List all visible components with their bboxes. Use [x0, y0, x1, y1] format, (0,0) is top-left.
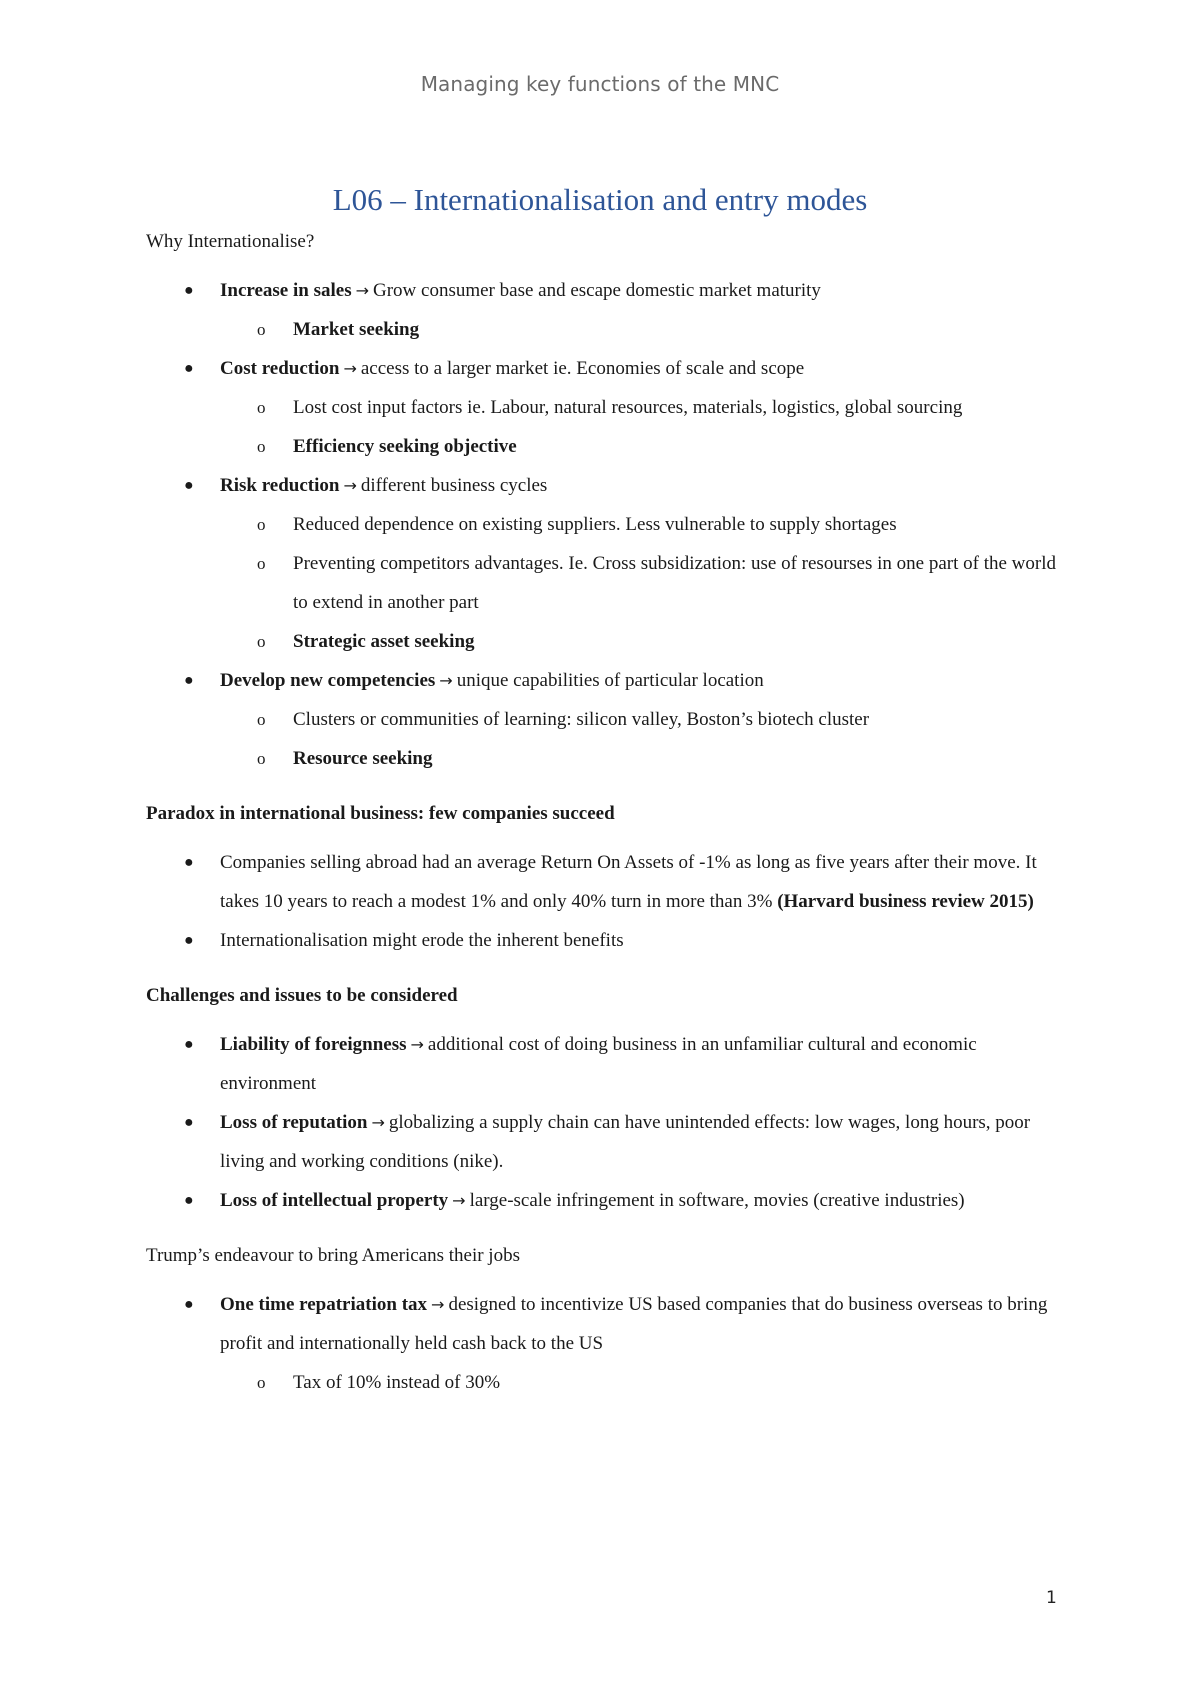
list-item — [146, 1285, 1066, 1363]
item-bold-label: Increase in sales — [220, 280, 352, 301]
sub-item-text: Lost cost input factors ie. Labour, natural resources, materials, logistics, global sourcing — [293, 397, 963, 418]
sub-list-item — [146, 700, 1066, 739]
sub-bullet-icon: o — [257, 710, 266, 729]
sub-list-item — [146, 1363, 1066, 1402]
sub-bullet-icon: o — [257, 1373, 266, 1392]
bullet-icon: ● — [184, 1192, 194, 1209]
bullet-icon: ● — [184, 282, 194, 299]
item-text: globalizing a supply chain can have unintended effects: low wages, long hours, poor living and working conditions (nike). — [220, 1112, 1031, 1172]
arrow-icon: → — [343, 359, 357, 378]
paradox-list — [146, 843, 1066, 960]
sub-list-item — [146, 739, 1066, 778]
item-text: access to a larger market ie. Economies of scale and scope — [360, 358, 805, 379]
item-text: unique capabilities of particular location — [456, 670, 764, 691]
arrow-icon: → — [410, 1035, 424, 1054]
list-item — [146, 1181, 1066, 1220]
bullet-icon: ● — [184, 477, 194, 494]
sub-list-item — [146, 544, 1066, 622]
page-number: 1 — [1046, 1588, 1057, 1608]
item-text: Companies selling abroad had an average Return On Assets of -1% as long as five years after their move. It takes 10 years to reach a modest 1% and only 40% turn in more than 3% — [220, 852, 1037, 912]
item-bold-label: Liability of foreignness — [220, 1034, 407, 1055]
bullet-icon: ● — [184, 672, 194, 689]
section-heading-paradox: Paradox in international business: few companies succeed — [146, 803, 615, 824]
sub-item-text: Resource seeking — [293, 748, 433, 769]
item-text: designed to incentivize US based companies that do business overseas to bring profit and internationally held cash back to the US — [220, 1294, 1048, 1354]
arrow-icon: → — [439, 671, 453, 690]
bullet-icon: ● — [184, 932, 194, 949]
arrow-icon: → — [371, 1113, 385, 1132]
sub-bullet-icon: o — [257, 398, 266, 417]
item-bold-label: Loss of reputation — [220, 1112, 368, 1133]
item-bold-label: Cost reduction — [220, 358, 340, 379]
sub-item-text: Strategic asset seeking — [293, 631, 475, 652]
list-item — [146, 271, 1066, 310]
sub-item-text: Market seeking — [293, 319, 420, 340]
sub-item-text: Preventing competitors advantages. Ie. Cross subsidization: use of resourses in one part of the world to extend in another part — [293, 553, 1056, 613]
sub-item-text: Reduced dependence on existing suppliers. Less vulnerable to supply shortages — [293, 514, 897, 535]
why-list — [146, 271, 1066, 778]
sub-bullet-icon: o — [257, 515, 266, 534]
section-heading-why: Why Internationalise? — [146, 231, 315, 252]
item-text: large-scale infringement in software, movies (creative industries) — [469, 1190, 965, 1211]
list-item — [146, 349, 1066, 388]
item-source: (Harvard business review 2015) — [777, 891, 1034, 912]
sub-item-text: Efficiency seeking objective — [293, 436, 517, 457]
document-title: L06 – Internationalisation and entry modes — [332, 182, 868, 217]
arrow-icon: → — [431, 1295, 445, 1314]
sub-bullet-icon: o — [257, 554, 266, 573]
bullet-icon: ● — [184, 1114, 194, 1131]
list-item — [146, 1025, 1066, 1103]
bullet-icon: ● — [184, 360, 194, 377]
sub-list-item — [146, 310, 1066, 349]
sub-list-item — [146, 622, 1066, 661]
sub-bullet-icon: o — [257, 632, 266, 651]
list-item — [146, 843, 1066, 921]
sub-bullet-icon: o — [257, 320, 266, 339]
list-item — [146, 661, 1066, 700]
document-body — [146, 222, 1066, 1402]
sub-bullet-icon: o — [257, 749, 266, 768]
item-text: Internationalisation might erode the inherent benefits — [220, 930, 624, 951]
sub-list-item — [146, 388, 1066, 427]
list-item — [146, 466, 1066, 505]
sub-list-item — [146, 505, 1066, 544]
running-header: Managing key functions of the MNC — [420, 72, 780, 96]
bullet-icon: ● — [184, 1296, 194, 1313]
section-heading-challenges: Challenges and issues to be considered — [146, 985, 458, 1006]
bullet-icon: ● — [184, 854, 194, 871]
item-bold-label: Loss of intellectual property — [220, 1190, 449, 1211]
list-item — [146, 921, 1066, 960]
sub-list-item — [146, 427, 1066, 466]
sub-item-text: Clusters or communities of learning: silicon valley, Boston’s biotech cluster — [293, 709, 870, 730]
sub-bullet-icon: o — [257, 437, 266, 456]
trump-list — [146, 1285, 1066, 1402]
sub-item-text: Tax of 10% instead of 30% — [293, 1372, 501, 1393]
challenges-list — [146, 1025, 1066, 1220]
item-text: Grow consumer base and escape domestic market maturity — [373, 280, 821, 301]
arrow-icon: → — [355, 281, 369, 300]
arrow-icon: → — [343, 476, 357, 495]
item-bold-label: One time repatriation tax — [220, 1294, 428, 1315]
bullet-icon: ● — [184, 1036, 194, 1053]
arrow-icon: → — [452, 1191, 466, 1210]
section-heading-trump: Trump’s endeavour to bring Americans their jobs — [146, 1245, 520, 1266]
item-text: additional cost of doing business in an unfamiliar cultural and economic environment — [220, 1034, 977, 1094]
item-bold-label: Develop new competencies — [220, 670, 436, 691]
item-text: different business cycles — [360, 475, 548, 496]
item-bold-label: Risk reduction — [220, 475, 340, 496]
list-item — [146, 1103, 1066, 1181]
